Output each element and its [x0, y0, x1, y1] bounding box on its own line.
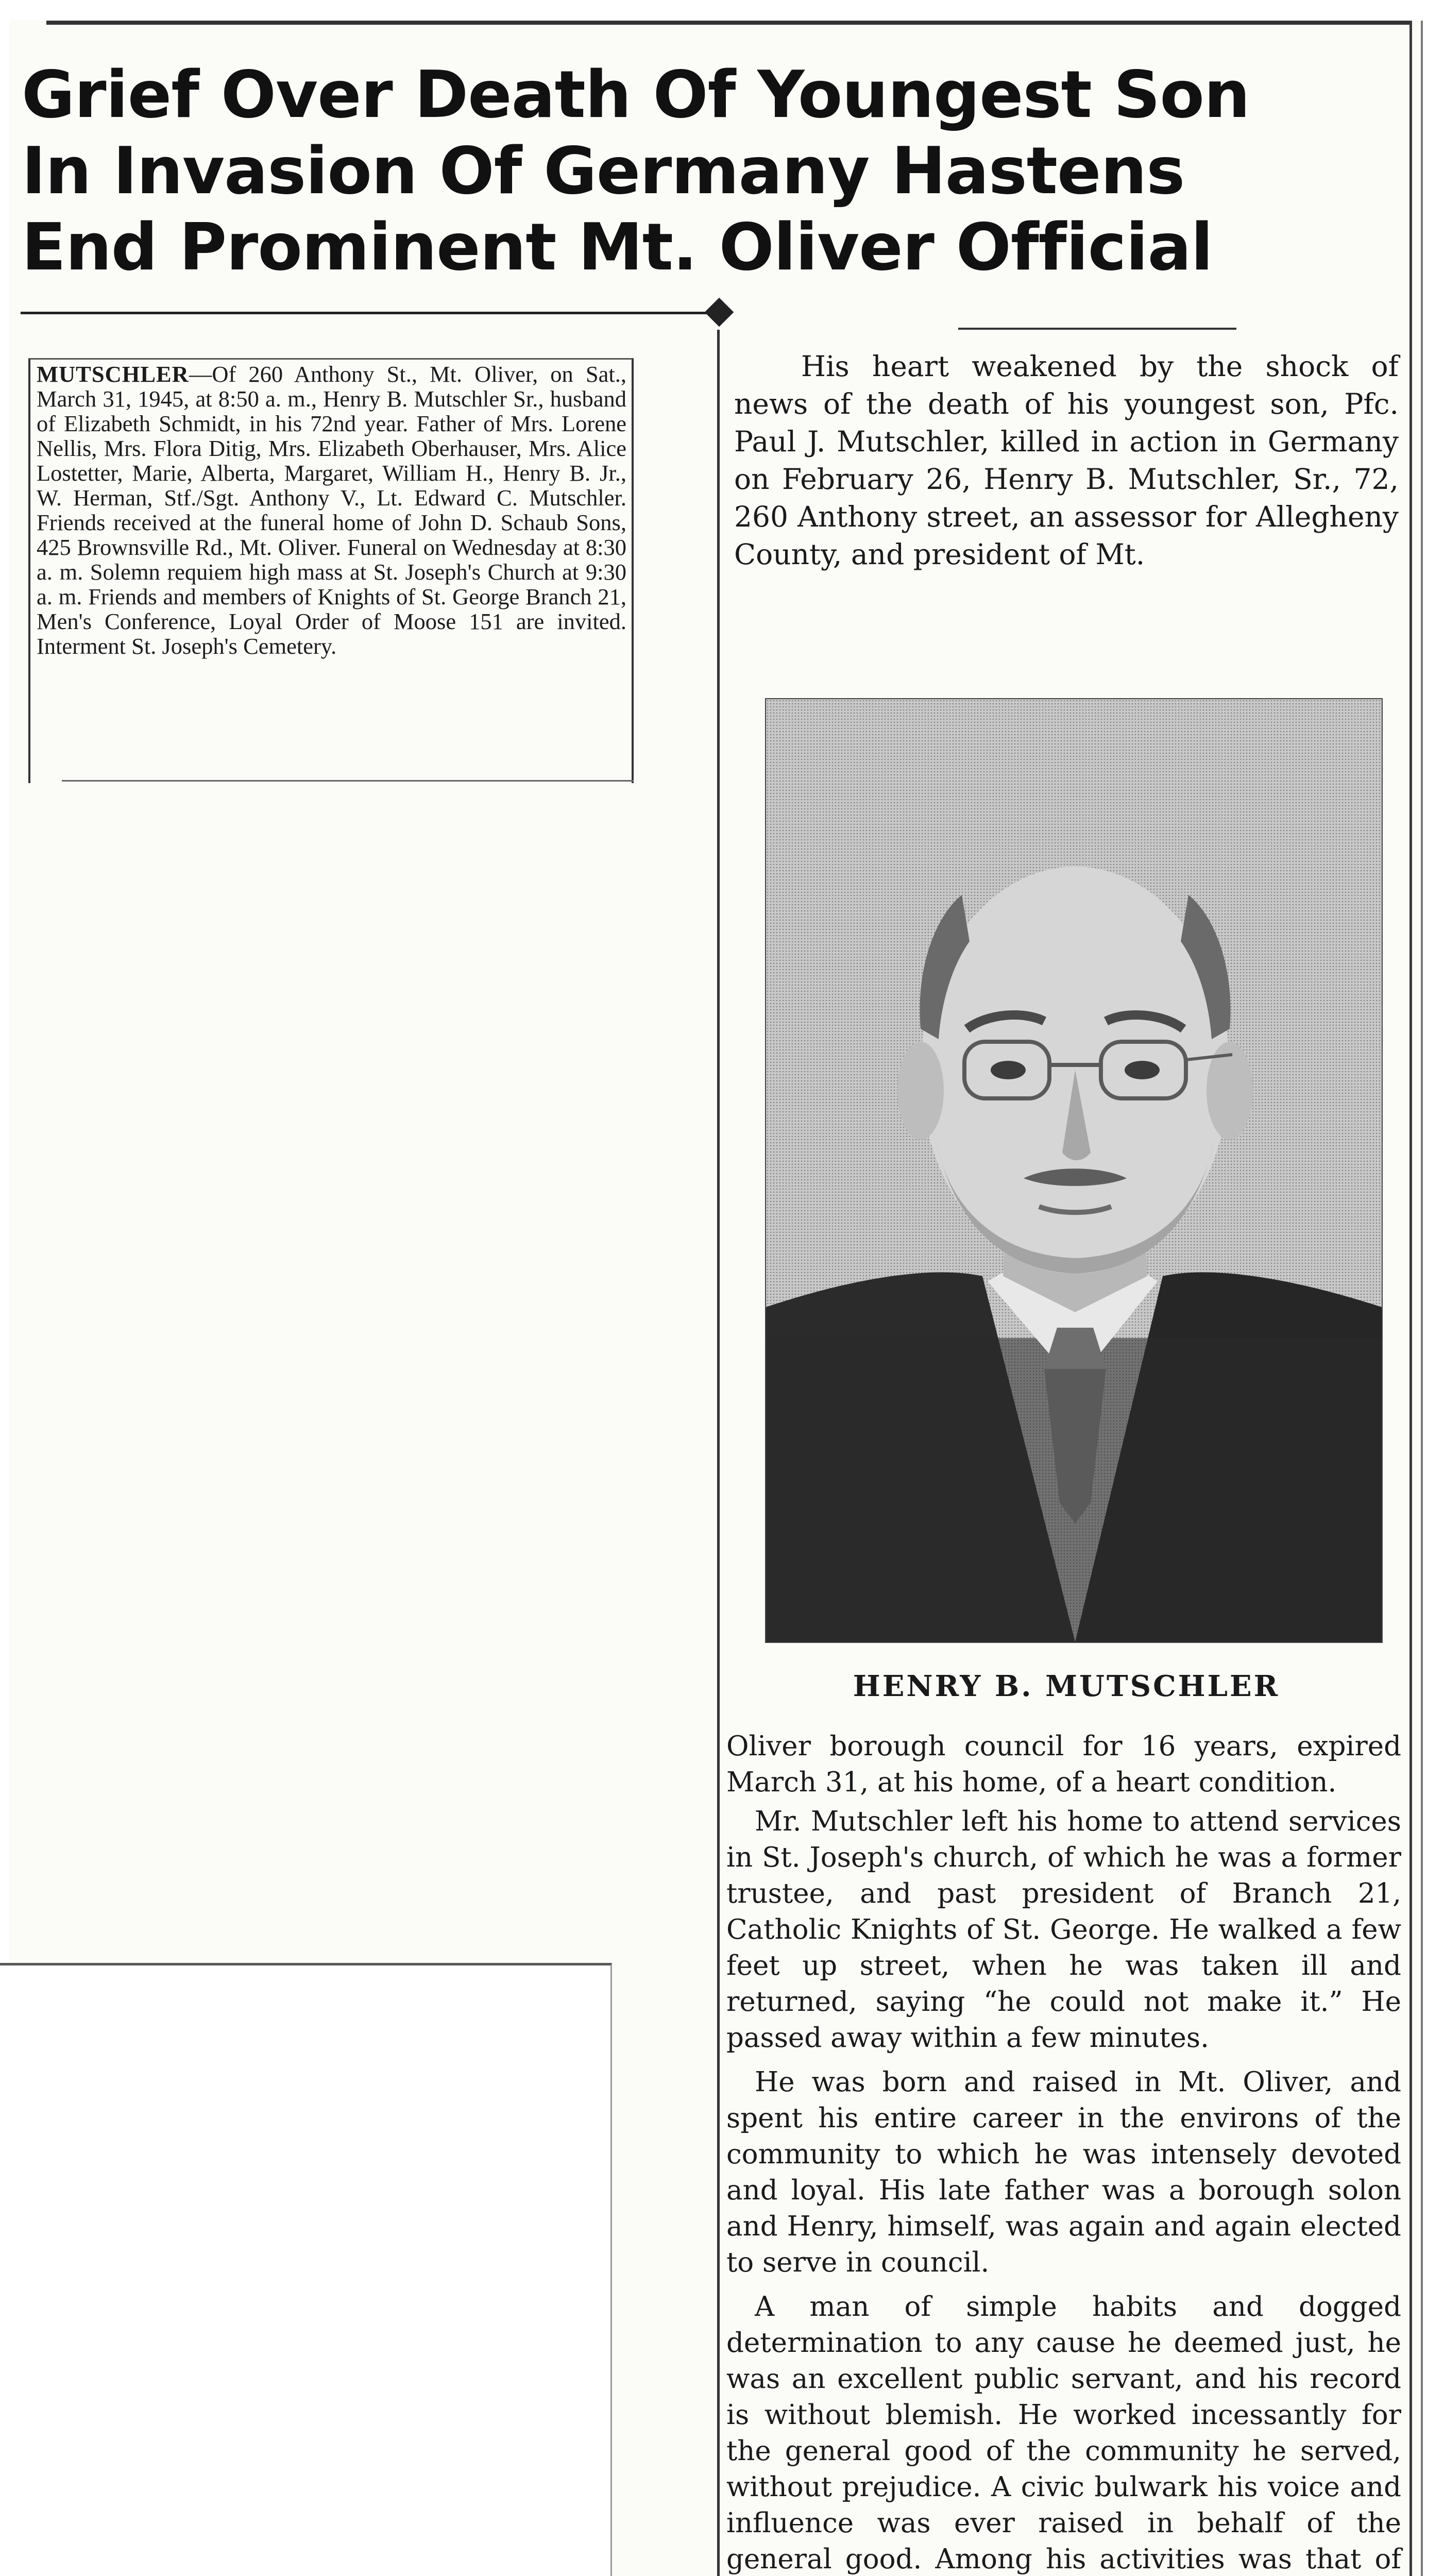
article-body	[726, 1728, 1401, 2576]
obituary-notice	[28, 358, 634, 783]
photo-caption: HENRY B. MUTSCHLER	[853, 1669, 1280, 1703]
article-paragraph: Oliver borough council for 16 years, expired March 31, at his home, of a heart condition.	[726, 1731, 1401, 1798]
obituary-notice-bottom-rule	[62, 780, 634, 782]
headline-line-2: In Invasion Of Germany Hastens	[22, 133, 1185, 209]
article-paragraph: Mr. Mutschler left his home to attend services in St. Joseph's church, of which he was a former trustee, and past president of Branch 21, Catholic Knights of St. George. He walked a few feet up street, when he was taken ill and returned, saying “he could not make it.” He passed away within a few minutes.	[726, 1806, 1401, 2054]
portrait-illustration	[766, 699, 1382, 1642]
headline-line-1: Grief Over Death Of Youngest Son	[22, 57, 1250, 132]
article-paragraph: A man of simple habits and dogged determination to any cause he deemed just, he was an excellent public servant, and his record is without blemish. He worked incessantly for the general good of the community he served, without prejudice. A civic bulwark his voice and influence was ever raised in behalf of the general good. Among his activities was that of	[726, 2291, 1401, 2575]
headline-line-3: End Prominent Mt. Oliver Official	[22, 209, 1213, 285]
column-head-rule	[958, 328, 1236, 330]
headline	[22, 57, 1413, 285]
article-intro: His heart weakened by the shock of news of the death of his youngest son, Pfc. Paul J. Mutschler, killed in action in Germany on February 26, Henry B. Mutschler, Sr., 72, 260 Anthony street, an assessor for Allegheny County, and president of Mt.	[734, 350, 1399, 571]
top-rule	[46, 21, 1412, 25]
clipping-right-edge	[1409, 21, 1412, 2576]
article-paragraph: He was born and raised in Mt. Oliver, and spent his entire career in the environs of the community to which he was intensely devoted and loyal. His late father was a borough solon and Henry, himself, was again and again elected to serve in council.	[726, 2066, 1401, 2278]
obituary-notice-text	[37, 362, 626, 658]
obituary-notice-body: —Of 260 Anthony St., Mt. Oliver, on Sat., March 31, 1945, at 8:50 a. m., Henry B. Mutschler Sr., husband of Elizabeth Schmidt, in his 72nd year. Father of Mrs. Lorene Nellis, Mrs. Flora Ditig, Mrs. Elizabeth Oberhauser, Mrs. Alice Lostetter, Marie, Alberta, Margaret, William H., Henry B. Jr., W. Herman, Stf./Sgt. Anthony V., Lt. Edward C. Mutschler. Friends received at the funeral home of John D. Schaub Sons, 425 Brownsville Rd., Mt. Oliver. Funeral on Wednesday at 8:30 a. m. Solemn requiem high mass at St. Joseph's Church at 9:30 a. m. Friends and members of Knights of St. George Branch 21, Men's Conference, Loyal Order of Moose 151 are invited. Interment St. Joseph's Cemetery.	[37, 361, 626, 659]
column-divider	[717, 330, 720, 2576]
obituary-notice-name: MUTSCHLER	[37, 361, 189, 387]
headline-rule	[21, 312, 726, 314]
portrait-photo	[765, 698, 1383, 1643]
overlapping-paper-sheet	[0, 1963, 612, 2576]
